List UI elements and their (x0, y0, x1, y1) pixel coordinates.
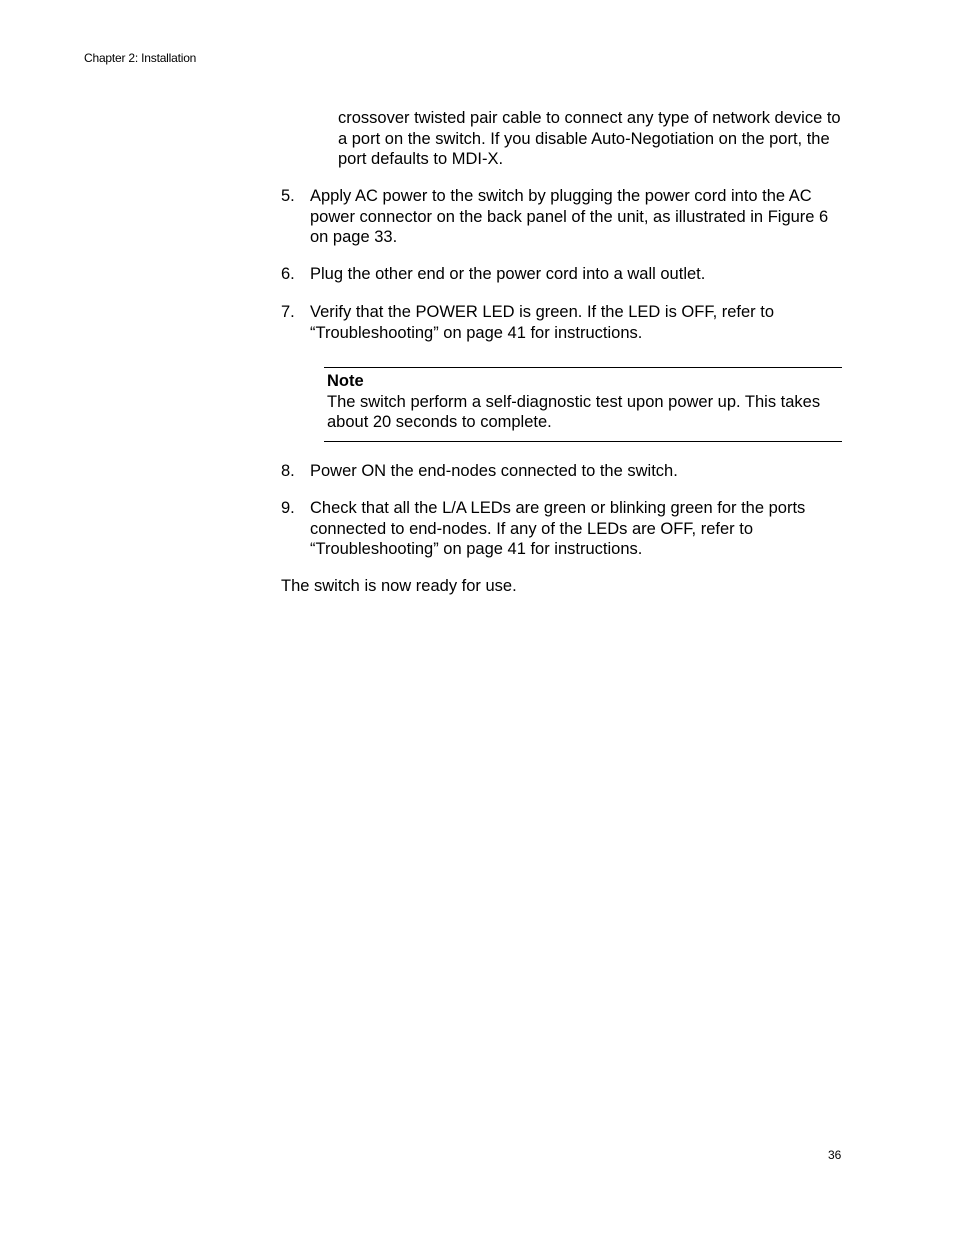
step-9 (281, 498, 851, 560)
continuation-paragraph: crossover twisted pair cable to connect any type of network device to a port on the switch. If you disable Auto-Negotiation on the port, the port defaults to MDI-X. (338, 109, 841, 169)
step-5 (281, 186, 851, 248)
step-text: Verify that the POWER LED is green. If the LED is OFF, refer to “Troubleshooting” on page 41 for instructions. (310, 303, 775, 342)
note-box (324, 367, 842, 442)
step-number: 9. (281, 499, 295, 517)
step-number: 7. (281, 303, 295, 321)
step-6 (281, 264, 851, 285)
page-number: 36 (828, 1148, 842, 1162)
step-text: Apply AC power to the switch by plugging the power cord into the AC power connector on the back panel of the unit, as illustrated in Figure 6 on page 33. (310, 187, 829, 247)
chapter-header: Chapter 2: Installation (84, 51, 197, 65)
step-text: Plug the other end or the power cord into a wall outlet. (310, 265, 706, 283)
step-text: Power ON the end-nodes connected to the switch. (310, 462, 678, 480)
step-number: 6. (281, 265, 295, 283)
closing-paragraph: The switch is now ready for use. (281, 577, 517, 595)
note-title: Note (327, 372, 364, 390)
step-text: Check that all the L/A LEDs are green or blinking green for the ports connected to end-nodes. If any of the LEDs are OFF, refer to “Troubleshooting” on page 41 for instructions. (310, 499, 806, 559)
step-8 (281, 461, 851, 482)
step-7 (281, 302, 851, 343)
note-text: The switch perform a self-diagnostic test upon power up. This takes about 20 seconds to complete. (327, 392, 821, 432)
step-number: 8. (281, 462, 295, 480)
step-number: 5. (281, 187, 295, 205)
